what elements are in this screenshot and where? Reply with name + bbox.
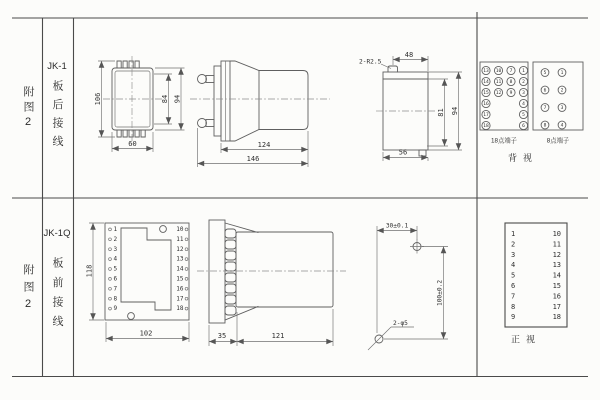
- pin-number: 9: [113, 305, 118, 313]
- jk1-side-view: [190, 61, 330, 167]
- jk1q-side-body: [236, 232, 333, 307]
- terminal-number: 4: [560, 123, 564, 129]
- row2-wiring-label: 板前接线: [51, 257, 63, 335]
- jk1q-front-left-pins: [109, 226, 118, 312]
- terminal-number: 11: [495, 80, 502, 86]
- jk1q-front-extension-lines: [89, 223, 189, 342]
- pin-table-left-column: [511, 230, 515, 321]
- row1-model-label: JK-1: [47, 61, 67, 72]
- front-view-label: 正视: [510, 334, 542, 345]
- pin-number: 11: [552, 240, 561, 249]
- pin-hole-icon: [109, 248, 112, 251]
- pin-number: 13: [552, 261, 561, 270]
- pin-number: 16: [552, 292, 561, 301]
- terminal-grid-8: [541, 69, 566, 129]
- screw-stem: [206, 76, 214, 83]
- dim-text-94: 94: [173, 94, 182, 104]
- jk1-top-view: [359, 51, 462, 161]
- terminal-bump-icon: [225, 306, 236, 315]
- pin-number: 4: [511, 261, 516, 270]
- dim-text-94b: 94: [451, 106, 459, 116]
- pin-number: 6: [511, 282, 516, 290]
- pin-number: 1: [511, 230, 516, 238]
- mount-hole-icon: [160, 226, 167, 233]
- jk1-rear-view: [94, 56, 185, 152]
- jk1-rear-terminal-comb-bottom: [117, 130, 145, 137]
- dim-text-48: 48: [404, 51, 414, 59]
- hole-crosshair-icon: [410, 240, 424, 254]
- terminal-bump-icon: [225, 284, 236, 293]
- terminal-number: 18: [483, 124, 489, 130]
- hole-diameter-callout: 2-φ5: [393, 320, 408, 327]
- terminal-number: 13: [483, 69, 489, 75]
- dim-text-118: 118: [85, 264, 94, 278]
- terminal-bump-icon: [225, 251, 236, 260]
- pin-number: 18: [552, 313, 561, 322]
- row2-model-label: JK-1Q: [43, 228, 71, 239]
- terminal-bump-icon: [225, 262, 236, 271]
- screw-terminal-icon: [198, 75, 207, 84]
- terminal-bump-icon: [225, 240, 236, 249]
- dim-text-102: 102: [139, 329, 153, 338]
- pin-hole-icon: [109, 258, 112, 261]
- jk1-rear-extension-lines: [98, 61, 185, 152]
- pin-table-panel: [505, 223, 567, 345]
- row1-figure-label: 附图2: [22, 86, 34, 132]
- terminal-number: 5: [522, 113, 525, 119]
- dim-text-84: 84: [161, 94, 169, 104]
- pin-number: 17: [176, 295, 184, 303]
- jk1-side-flange: [214, 66, 221, 136]
- mount-hole-icon: [128, 313, 135, 320]
- pin-number: 12: [552, 250, 561, 259]
- pin-hole-icon: [109, 268, 112, 271]
- pin-number: 6: [113, 275, 118, 283]
- dim-text-56: 56: [398, 148, 408, 157]
- pin-number: 13: [176, 255, 184, 263]
- pin-hole-icon: [185, 248, 188, 251]
- pin-number: 7: [113, 285, 118, 293]
- dim-text-35: 35: [217, 332, 227, 340]
- jk1q-front-cutout: [121, 228, 171, 310]
- screw-terminal-icon: [198, 119, 207, 128]
- pin-number: 18: [176, 305, 184, 313]
- drill-plan: [368, 223, 448, 351]
- dim-text-106: 106: [94, 92, 102, 106]
- dim-text-146: 146: [246, 155, 260, 163]
- screw-stem: [206, 120, 214, 127]
- terminal-number: 17: [483, 113, 489, 119]
- pin-number: 10: [552, 230, 561, 238]
- radius-callout: 2-R2.5: [359, 58, 382, 66]
- terminal-number: 14: [483, 80, 489, 86]
- terminal-number: 3: [522, 91, 525, 97]
- terminal-number: 12: [495, 91, 502, 97]
- pin-table-right-column: [553, 230, 561, 321]
- jk1q-side-view: [197, 220, 346, 346]
- terminal-number: 6: [543, 88, 547, 94]
- pin-hole-icon: [185, 307, 188, 310]
- row1-wiring-label: 板后接线: [51, 80, 63, 154]
- jk1q-front-view: [86, 223, 190, 342]
- pin-number: 3: [511, 250, 516, 259]
- pin-number: 14: [552, 271, 561, 280]
- mount-lug: [388, 66, 398, 72]
- pin-number: 4: [113, 255, 118, 263]
- terminal-box-8-label: 8点端子: [546, 137, 570, 145]
- terminal-bump-icon: [225, 273, 236, 282]
- pin-hole-icon: [185, 278, 188, 281]
- terminal-number: 1: [560, 71, 564, 77]
- pin-number: 16: [176, 285, 184, 293]
- pin-number: 15: [176, 275, 184, 283]
- pin-hole-icon: [109, 287, 112, 290]
- row2-figure-label: 附图2: [22, 264, 34, 316]
- terminal-layout-panel: [480, 62, 583, 163]
- pin-number: 12: [176, 245, 184, 253]
- pin-number: 1: [113, 226, 118, 233]
- terminal-number: 2: [522, 80, 525, 86]
- pin-number: 8: [511, 302, 516, 311]
- terminal-number: 7: [543, 106, 547, 112]
- pin-hole-icon: [109, 278, 112, 281]
- dim-text-121: 121: [271, 332, 285, 340]
- pin-number: 14: [176, 265, 184, 273]
- jk1q-side-plate: [209, 220, 225, 323]
- pin-number: 15: [552, 282, 561, 290]
- terminal-number: 2: [560, 88, 564, 94]
- terminal-number: 5: [543, 71, 547, 77]
- dim-text-30: 30±0.1: [385, 222, 409, 230]
- terminal-number: 10: [495, 69, 502, 75]
- pin-number: 2: [511, 240, 516, 249]
- pin-number: 5: [511, 271, 516, 280]
- pin-hole-icon: [185, 258, 188, 261]
- terminal-number: 7: [509, 69, 513, 75]
- pin-number: 2: [113, 235, 118, 243]
- terminal-bump-icon: [225, 295, 236, 304]
- terminal-number: 8: [509, 80, 513, 86]
- pin-hole-icon: [109, 228, 112, 231]
- terminal-number: 3: [560, 106, 564, 112]
- terminal-number: 16: [483, 102, 489, 108]
- terminal-number: 9: [509, 91, 513, 97]
- pin-number: 9: [511, 313, 516, 322]
- dim-text-60: 60: [128, 140, 137, 148]
- pin-hole-icon: [109, 297, 112, 300]
- pin-number: 5: [113, 265, 118, 273]
- jk1-side-body: [230, 61, 308, 141]
- terminal-bump-icon: [225, 229, 236, 238]
- jk1q-front-right-pins: [176, 226, 188, 312]
- pin-hole-icon: [185, 228, 188, 231]
- pin-number: 10: [176, 226, 184, 233]
- pin-number: 7: [511, 292, 516, 301]
- pin-hole-icon: [109, 238, 112, 241]
- terminal-number: 4: [522, 102, 525, 108]
- pin-number: 11: [176, 235, 184, 243]
- dim-text-124: 124: [257, 141, 271, 149]
- pin-hole-icon: [185, 287, 188, 290]
- dim-text-100: 100±0.2: [436, 279, 444, 307]
- pin-number: 17: [552, 302, 561, 311]
- terminal-number: 6: [522, 124, 525, 130]
- jk1q-terminal-bumps: [225, 229, 236, 315]
- jk1-rear-terminal-comb-top: [117, 61, 139, 68]
- pin-hole-icon: [185, 297, 188, 300]
- bottom-tab: [419, 150, 426, 156]
- pin-number: 3: [113, 245, 118, 253]
- pin-number: 8: [113, 295, 118, 303]
- pin-hole-icon: [185, 268, 188, 271]
- terminal-number: 8: [543, 123, 547, 129]
- terminal-number: 1: [522, 69, 525, 75]
- pin-hole-icon: [185, 238, 188, 241]
- dim-text-81: 81: [436, 108, 445, 117]
- rear-view-label: 背视: [507, 153, 539, 163]
- terminal-grid-18: [482, 66, 528, 129]
- terminal-box-18-label: 18点端子: [491, 137, 517, 145]
- terminal-number: 15: [483, 91, 489, 97]
- pin-hole-icon: [109, 307, 112, 310]
- figure-table-borders: [12, 12, 588, 377]
